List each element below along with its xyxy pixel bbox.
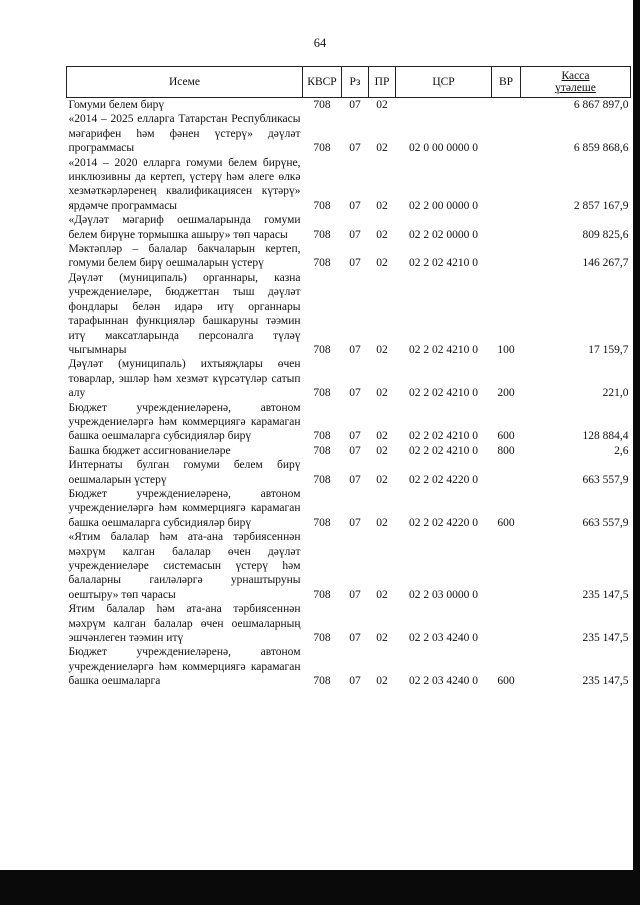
header-pr: ПР [369, 67, 396, 98]
row-rz: 07 [349, 343, 361, 356]
row-rz: 07 [349, 632, 361, 645]
row-pr: 02 [376, 444, 388, 457]
table-row [67, 357, 631, 400]
row-pr: 02 [376, 473, 388, 486]
row-kvsr: 708 [313, 199, 331, 212]
row-name: «Дәүләт мәгариф оешмаларында гомуми белем бирүне тормышка ашыру» төп чарасы [68, 214, 301, 241]
row-name: Дәүләт (муниципаль) органнары, казна учреждениеләре, бюджеттан тыш дәүләт фондлары белән идарә итү органнары тарафыннан функцияләр башкаруны тәэмин итү максатларында персоналга түләү чыгымнары [68, 271, 301, 356]
row-amount: 2 857 167,9 [573, 199, 629, 212]
row-csr [396, 98, 492, 113]
row-kvsr: 708 [313, 228, 331, 241]
row-pr: 02 [376, 228, 388, 241]
row-name: Мәктәпләр – балалар бакчаларын кертеп, гомуми белем бирү оешмаларын үстерү [68, 243, 301, 270]
row-name: Дәүләт (муниципаль) ихтыяҗлары өчен товарлар, эшләр һәм хезмәт күрсәтүләр сатып алу [68, 358, 301, 400]
row-name: Бюджет учреждениеләренә, автоном учреждениеләргә һәм коммерциягә карамаган башка оешмаларга субсидияләр бирү [68, 401, 301, 443]
row-amount: 235 147,5 [582, 675, 629, 688]
table-row [67, 112, 631, 155]
budget-table [66, 66, 631, 689]
row-vr: 100 [497, 343, 515, 356]
row-rz: 07 [349, 199, 361, 212]
row-kvsr: 708 [313, 142, 331, 155]
header-vr: ВР [492, 67, 521, 98]
row-kvsr: 708 [313, 516, 331, 529]
row-csr: 02 2 03 0000 0 [409, 588, 478, 601]
row-name: Интернаты булган гомуми белем бирү оешмаларын үстерү [68, 459, 301, 486]
row-vr: 600 [497, 675, 515, 688]
row-pr: 02 [376, 199, 388, 212]
row-kvsr: 708 [313, 473, 331, 486]
row-csr: 02 2 02 4210 0 [409, 444, 478, 457]
row-csr: 02 0 00 0000 0 [409, 142, 478, 155]
row-name: Гомуми белем бирү [68, 99, 165, 111]
row-pr: 02 [376, 430, 388, 443]
row-kvsr: 708 [313, 444, 331, 457]
row-pr: 02 [376, 99, 388, 111]
row-name: «2014 – 2020 елларга гомуми белем бирүне, инклюзивны да кертеп, үстерү һәм әлеге өлкә хезмәткәрләренең квалификациясен күтәрү» ярдәмче программасы [68, 156, 301, 212]
header-kassa [521, 67, 631, 98]
row-kvsr: 708 [313, 257, 331, 270]
row-pr: 02 [376, 257, 388, 270]
row-csr: 02 2 02 4210 0 [409, 343, 478, 356]
row-amount: 235 147,5 [582, 588, 629, 601]
row-amount: 146 267,7 [582, 257, 629, 270]
page-number: 64 [313, 36, 327, 50]
row-vr: 200 [497, 387, 515, 400]
header-name: Исеме [67, 67, 303, 98]
table-body [67, 98, 631, 689]
row-pr: 02 [376, 588, 388, 601]
table-row [67, 444, 631, 458]
row-pr: 02 [376, 675, 388, 688]
row-pr: 02 [376, 142, 388, 155]
row-rz: 07 [349, 257, 361, 270]
row-csr: 02 2 03 4240 0 [409, 675, 478, 688]
row-vr: 600 [497, 516, 515, 529]
header-kassa-label: Касса үтәлеше [555, 70, 596, 94]
row-kvsr: 708 [313, 343, 331, 356]
row-rz: 07 [349, 99, 361, 111]
row-vr [492, 458, 521, 487]
row-pr: 02 [376, 632, 388, 645]
row-rz: 07 [349, 387, 361, 400]
row-vr: 800 [497, 444, 515, 457]
row-amount: 663 557,9 [582, 473, 629, 486]
row-kvsr: 708 [313, 99, 331, 111]
table-row [67, 645, 631, 688]
table-header-row [67, 67, 631, 98]
row-name: «Ятим балалар һәм ата-ана тәрбиясеннән мәхрүм калган балалар өчен дәүләт учреждениеләре системасын үстерү һәм балаларны гаиләләргә урнаштыруны оештыру» төп чарасы [68, 531, 301, 601]
row-rz: 07 [349, 516, 361, 529]
table-row [67, 487, 631, 530]
header-rz: Рз [342, 67, 369, 98]
row-name: «2014 – 2025 елларга Татарстан Республикасы мәгарифен һәм фәнен үстерү» дәүләт программасы [68, 113, 301, 155]
row-csr: 02 2 02 4210 0 [409, 387, 478, 400]
row-csr: 02 2 02 4210 0 [409, 257, 478, 270]
scan-edge-right [633, 0, 640, 905]
table-row [67, 458, 631, 487]
row-rz: 07 [349, 588, 361, 601]
row-amount: 2,6 [614, 444, 629, 457]
row-pr: 02 [376, 343, 388, 356]
row-vr [492, 98, 521, 113]
row-rz: 07 [349, 430, 361, 443]
row-pr: 02 [376, 387, 388, 400]
row-vr [492, 242, 521, 271]
table-row [67, 242, 631, 271]
row-amount: 221,0 [602, 387, 629, 400]
row-rz: 07 [349, 473, 361, 486]
table-row [67, 213, 631, 242]
row-csr: 02 2 02 4220 0 [409, 516, 478, 529]
row-amount: 6 859 868,6 [573, 142, 629, 155]
table-row [67, 156, 631, 214]
row-vr [492, 602, 521, 645]
row-csr: 02 2 00 0000 0 [409, 199, 478, 212]
row-pr: 02 [376, 516, 388, 529]
row-vr: 600 [497, 430, 515, 443]
row-kvsr: 708 [313, 430, 331, 443]
row-name: Ятим балалар һәм ата-ана тәрбиясеннән мәхрүм калган балалар өчен оешмаларның эшчәнлеген тәэмин итү [68, 603, 301, 645]
row-kvsr: 708 [313, 675, 331, 688]
row-rz: 07 [349, 675, 361, 688]
scan-edge-bottom [0, 870, 640, 905]
row-name: Башка бюджет ассигнованиеләре [68, 444, 231, 457]
row-vr [492, 156, 521, 214]
row-csr: 02 2 02 0000 0 [409, 228, 478, 241]
row-vr [492, 213, 521, 242]
row-name: Бюджет учреждениеләренә, автоном учреждениеләргә һәм коммерциягә карамаган башка оешмаларга субсидияләр бирү [68, 487, 301, 529]
row-amount: 663 557,9 [582, 516, 629, 529]
row-amount: 128 884,4 [582, 430, 629, 443]
row-name: Бюджет учреждениеләренә, автоном учреждениеләргә һәм коммерциягә карамаган башка оешмаларга [68, 646, 301, 688]
row-csr: 02 2 02 4210 0 [409, 430, 478, 443]
row-kvsr: 708 [313, 387, 331, 400]
row-amount: 809 825,6 [582, 228, 629, 241]
table-row [67, 602, 631, 645]
row-vr [492, 112, 521, 155]
row-kvsr: 708 [313, 588, 331, 601]
header-kvsr: КВСР [303, 67, 342, 98]
table-row [67, 98, 631, 113]
row-csr: 02 2 02 4220 0 [409, 473, 478, 486]
table-row [67, 271, 631, 357]
table-row [67, 401, 631, 444]
row-csr: 02 2 03 4240 0 [409, 632, 478, 645]
row-rz: 07 [349, 444, 361, 457]
row-amount: 17 159,7 [588, 343, 629, 356]
table-row [67, 530, 631, 602]
row-rz: 07 [349, 142, 361, 155]
header-csr: ЦСР [396, 67, 492, 98]
row-vr [492, 530, 521, 602]
row-rz: 07 [349, 228, 361, 241]
row-amount: 6 867 897,0 [573, 99, 629, 111]
row-kvsr: 708 [313, 632, 331, 645]
row-amount: 235 147,5 [582, 632, 629, 645]
